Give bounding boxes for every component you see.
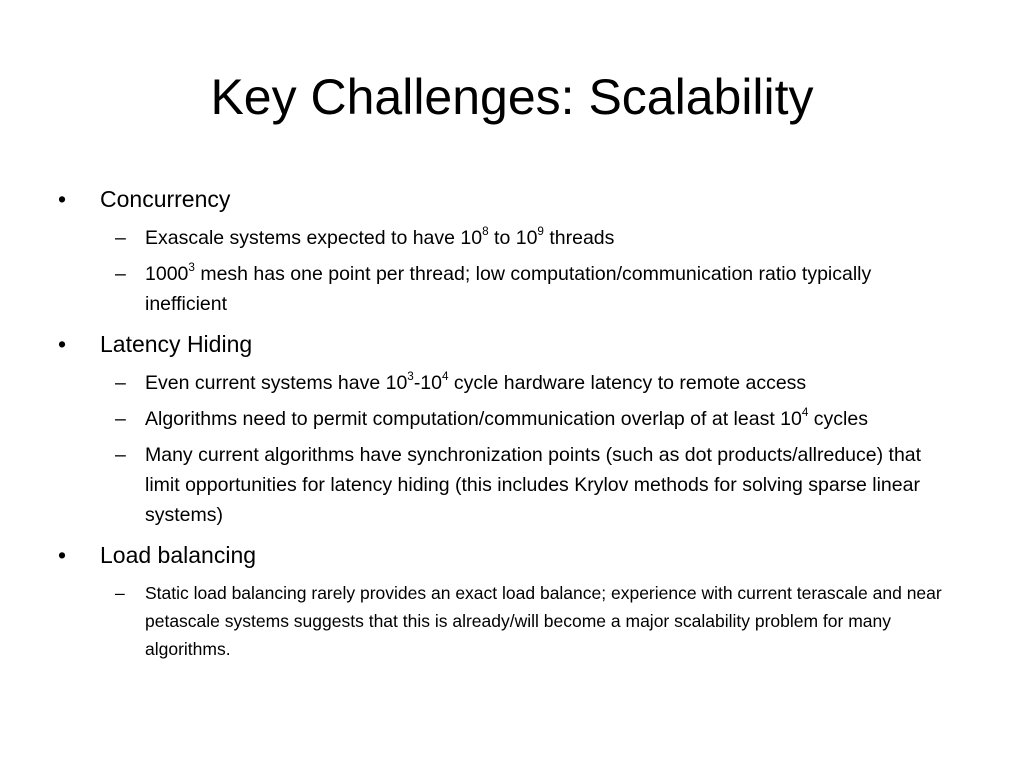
sub-list-load-balancing <box>100 579 958 663</box>
bullet-item-load-balancing <box>58 540 958 570</box>
sub-text: -10 <box>413 372 442 394</box>
sub-text: cycle hardware latency to remote access <box>448 372 807 394</box>
sub-text: to 10 <box>488 227 538 249</box>
sub-text: Many current algorithms have synchronization points (such as dot products/allreduce) that limit opportunities for latency hiding (this includes Krylov methods for solving sparse linear systems) <box>145 444 922 526</box>
sub-text: Static load balancing rarely provides an exact load balance; experience with current terascale and near petascale systems suggests that this is already/will become a major scalability problem for many algorithms. <box>145 583 942 659</box>
sub-item <box>100 223 958 253</box>
dash-glyph: – <box>115 408 126 430</box>
dash-glyph: – <box>115 227 126 249</box>
slide-title: Key Challenges: Scalability <box>210 69 814 125</box>
bullet-heading: Latency Hiding <box>100 331 253 357</box>
dash-glyph: – <box>115 583 125 603</box>
sub-text: cycles <box>808 408 868 430</box>
sub-text: Algorithms need to permit computation/communication overlap of at least 10 <box>145 408 802 430</box>
sub-item <box>100 404 958 434</box>
superscript: 3 <box>188 261 195 275</box>
dash-glyph: – <box>115 372 126 394</box>
sub-item <box>100 579 958 663</box>
sub-item <box>100 440 958 530</box>
slide-content <box>58 184 958 673</box>
sub-list-concurrency <box>100 223 958 319</box>
bullet-glyph: • <box>58 331 67 357</box>
bullet-heading: Concurrency <box>100 186 231 212</box>
sub-text: mesh has one point per thread; low computation/communication ratio typically inefficient <box>145 263 872 315</box>
sub-item <box>100 368 958 398</box>
dash-glyph: – <box>115 444 126 466</box>
superscript: 3 <box>407 370 414 384</box>
bullet-glyph: • <box>58 186 67 212</box>
superscript: 9 <box>537 225 544 239</box>
superscript: 8 <box>482 225 489 239</box>
dash-glyph: – <box>115 263 126 285</box>
superscript: 4 <box>442 370 449 384</box>
superscript: 4 <box>801 406 809 420</box>
sub-list-latency-hiding <box>100 368 958 530</box>
bullet-heading: Load balancing <box>100 542 257 568</box>
sub-text: threads <box>543 227 615 249</box>
sub-text: 1000 <box>145 263 189 285</box>
sub-item <box>100 259 958 319</box>
bullet-glyph: • <box>58 542 67 568</box>
sub-text: Even current systems have 10 <box>145 372 408 394</box>
sub-text: Exascale systems expected to have 10 <box>145 227 483 249</box>
bullet-item-concurrency <box>58 184 958 214</box>
bullet-item-latency-hiding <box>58 329 958 359</box>
